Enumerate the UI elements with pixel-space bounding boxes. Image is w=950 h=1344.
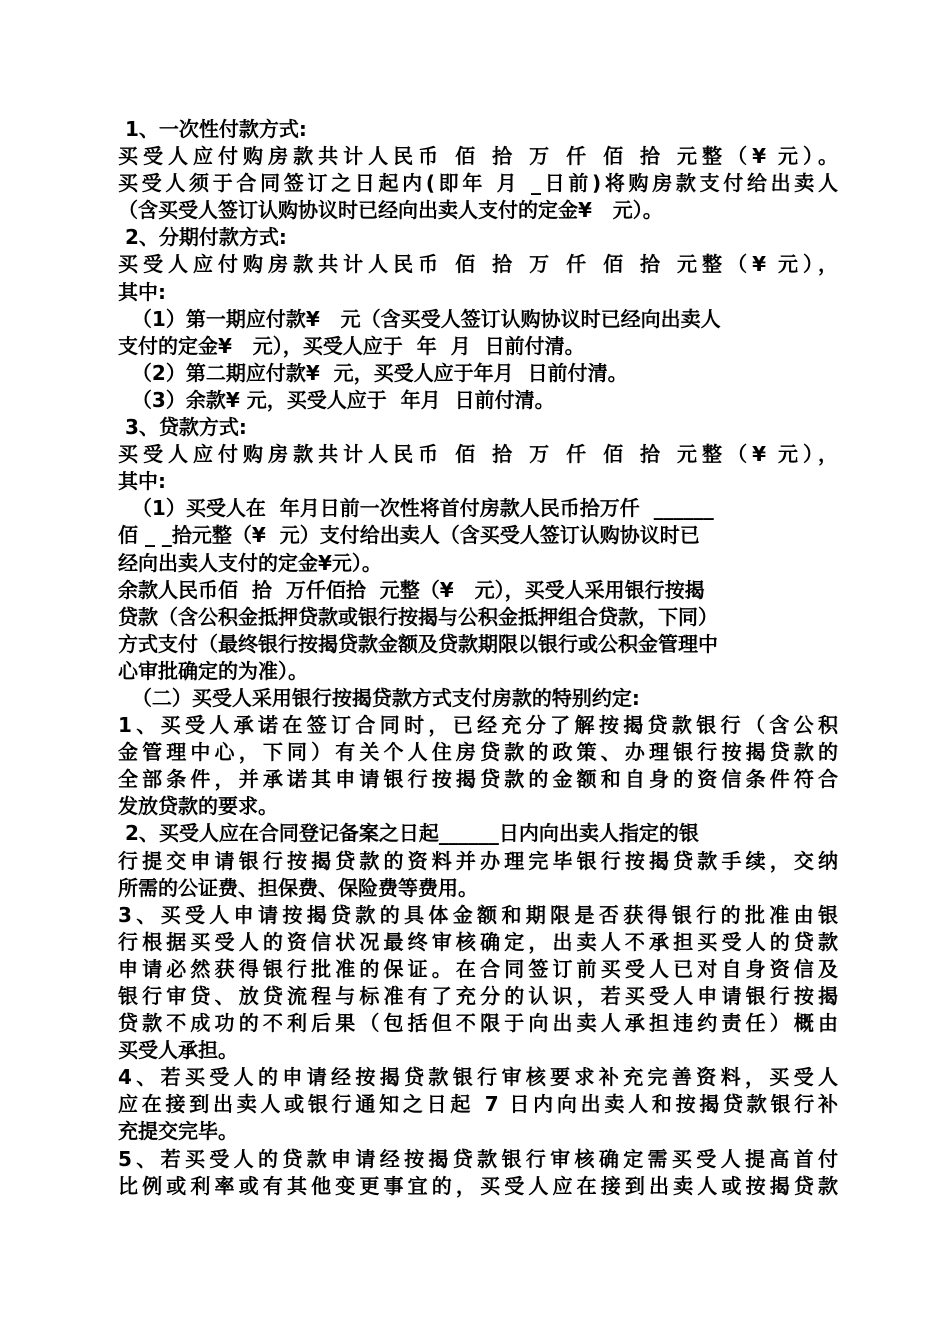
- heading-lump-sum-payment: 1、一次性付款方式:: [118, 117, 307, 141]
- text-line: （2）第二期应付款¥ 元，买受人应于年月 日前付清。: [118, 360, 628, 385]
- text-line: 金管理中心，下同）有关个人住房贷款的政策、办理银行按揭贷款的: [118, 740, 838, 765]
- text-line: 比例或利率或有其他变更事宜的，买受人应在接到出卖人或按揭贷款: [118, 1173, 838, 1198]
- text-line: 全部条件，并承诺其申请银行按揭贷款的金额和自身的资信条件符合: [118, 767, 838, 792]
- text-line: 1、买受人承诺在签订合同时，已经充分了解按揭贷款银行（含公积: [118, 713, 838, 738]
- text-line: 买受人应付购房款共计人民币 佰 拾 万 仟 佰 拾 元整（¥ 元），: [118, 442, 838, 467]
- text-line: 买受人须于合同签订之日起内(即年 月 _日前)将购房款支付给出卖人: [118, 171, 838, 196]
- document-body: [118, 116, 838, 1200]
- text-line: 3、买受人申请按揭贷款的具体金额和期限是否获得银行的批准由银: [118, 902, 838, 927]
- text-line: 支付的定金¥ 元），买受人应于 年 月 日前付清。: [118, 333, 585, 358]
- text-line: 5、若买受人的贷款申请经按揭贷款银行审核确定需买受人提高首付: [118, 1146, 838, 1171]
- text-line: 银行审贷、放贷流程与标准有了充分的认识，若买受人申请银行按揭: [118, 984, 838, 1008]
- text-line: （1）买受人在 年月日前一次性将首付房款人民币拾万仟 ______: [118, 496, 714, 521]
- text-line: 申请必然获得银行批准的保证。在合同签订前买受人已对自身资信及: [118, 956, 838, 981]
- text-line: 行根据买受人的资信状况最终审核确定，出卖人不承担买受人的贷款: [118, 929, 838, 954]
- text-line: 贷款不成功的不利后果（包括但不限于向出卖人承担违约责任）概由: [118, 1011, 838, 1036]
- text-line: 其中:: [118, 279, 166, 304]
- text-line: 充提交完毕。: [118, 1119, 238, 1144]
- text-line: 4、若买受人的申请经按揭贷款银行审核要求补充完善资料，买受人: [118, 1065, 838, 1090]
- heading-mortgage-special-terms: （二）买受人采用银行按揭贷款方式支付房款的特别约定:: [118, 685, 640, 710]
- text-line: 佰 _ _拾元整（¥ 元）支付给出卖人（含买受人签订认购协议时已: [118, 523, 700, 548]
- text-line: 行提交申请银行按揭贷款的资料并办理完毕银行按揭贷款手续，交纳: [118, 848, 838, 873]
- heading-installment-payment: 2、分期付款方式:: [118, 225, 287, 250]
- text-line: （3）余款¥ 元，买受人应于 年月 日前付清。: [118, 387, 555, 412]
- text-line: （含买受人签订认购协议时已经向出卖人支付的定金¥ 元）。: [118, 198, 663, 223]
- text-line: 经向出卖人支付的定金¥元）。: [118, 550, 382, 575]
- text-line: 所需的公证费、担保费、保险费等费用。: [118, 875, 478, 900]
- heading-loan-payment: 3、贷款方式:: [118, 415, 247, 440]
- text-line: 应在接到出卖人或银行通知之日起 7 日内向出卖人和按揭贷款银行补: [118, 1092, 838, 1117]
- text-line: 余款人民币佰 拾 万仟佰拾 元整（¥ 元），买受人采用银行按揭: [118, 577, 705, 602]
- text-line: 2、买受人应在合同登记备案之日起______日内向出卖人指定的银: [118, 821, 699, 846]
- text-line: 买受人应付购房款共计人民币 佰 拾 万 仟 佰 拾 元整（¥ 元），: [118, 252, 838, 277]
- text-line: （1）第一期应付款¥ 元（含买受人签订认购协议时已经向出卖人: [118, 306, 721, 331]
- text-line: 买受人应付购房款共计人民币 佰 拾 万 仟 佰 拾 元整（¥ 元）。: [118, 144, 838, 169]
- text-line: 贷款（含公积金抵押贷款或银行按揭与公积金抵押组合贷款，下同）: [118, 604, 718, 629]
- text-line: 其中:: [118, 469, 166, 494]
- text-line: 发放贷款的要求。: [118, 794, 278, 819]
- text-line: 方式支付（最终银行按揭贷款金额及贷款期限以银行或公积金管理中: [118, 631, 718, 656]
- text-line: 心审批确定的为准）。: [118, 658, 308, 683]
- text-line: 买受人承担。: [118, 1038, 238, 1063]
